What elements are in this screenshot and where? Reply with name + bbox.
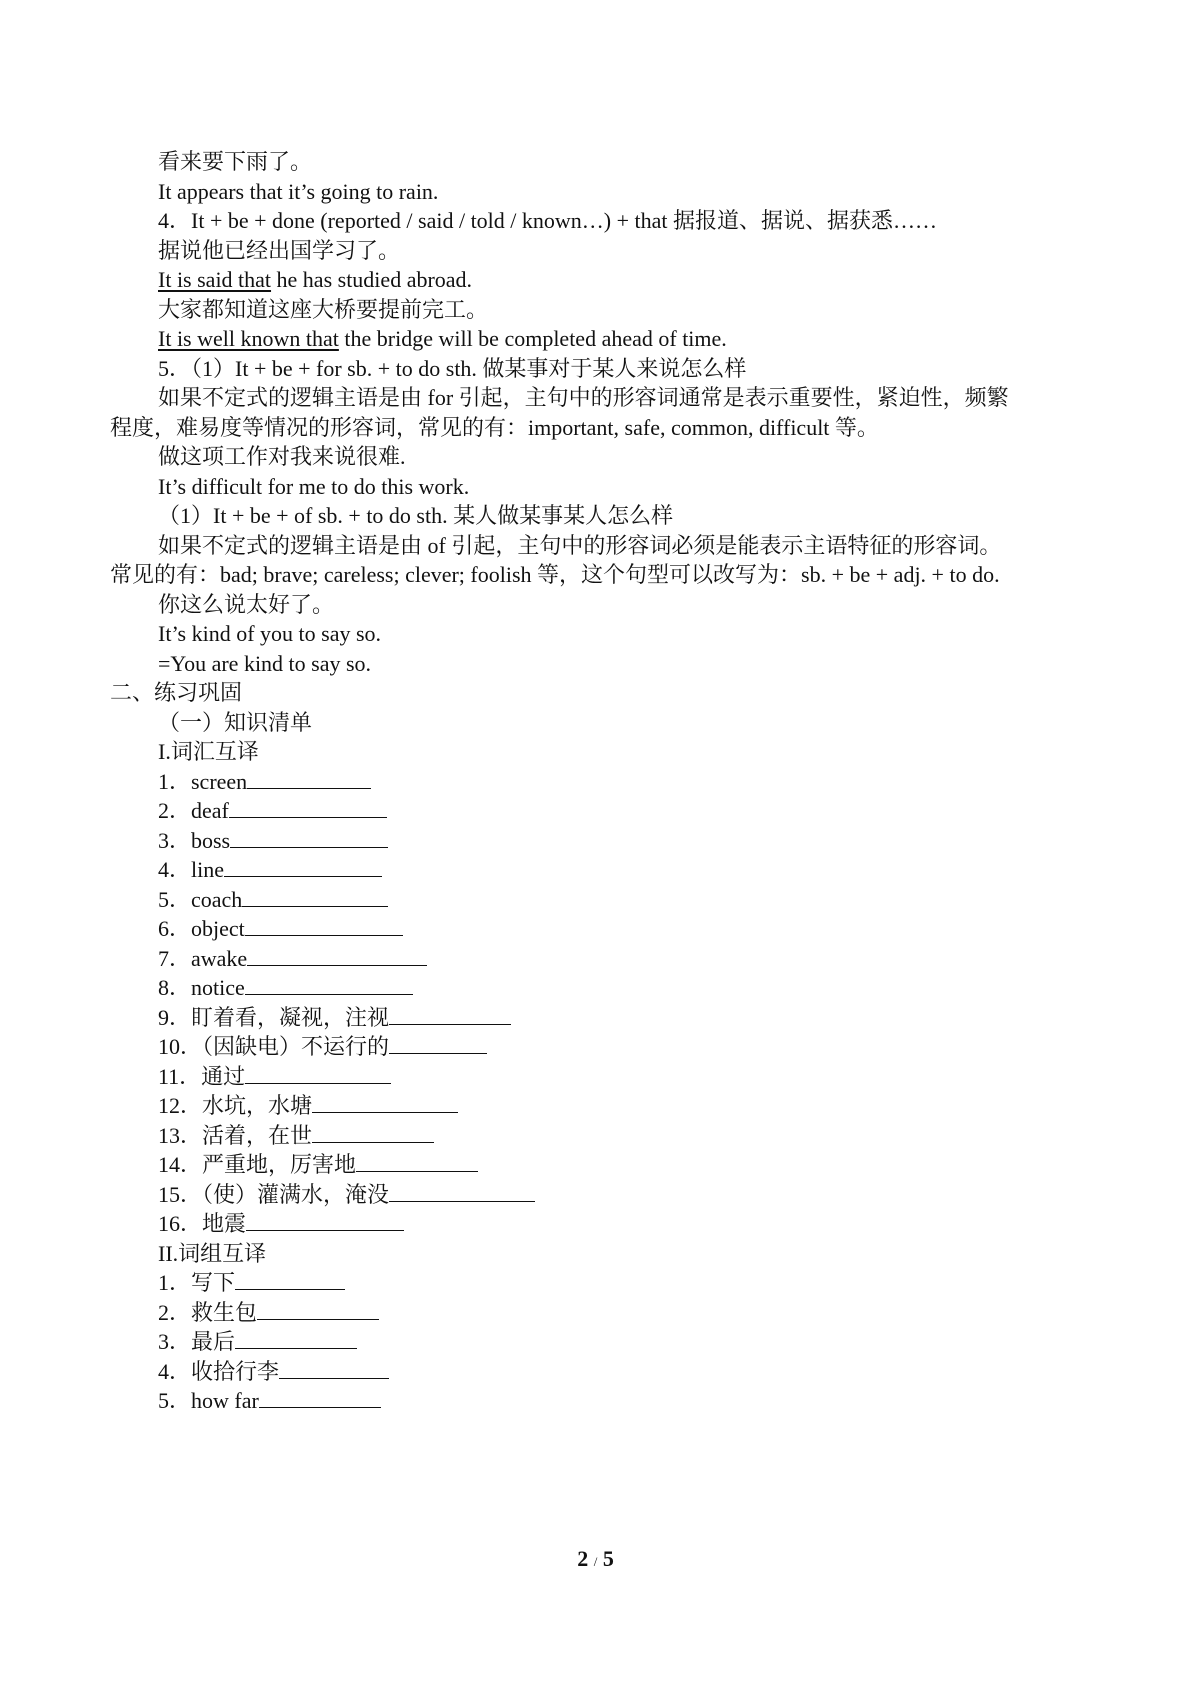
vocab-prompt: 10．（因缺电）不运行的 [158,1034,390,1059]
answer-blank[interactable] [245,1063,391,1084]
answer-blank[interactable] [389,1033,487,1054]
vocab-prompt: 11．通过 [158,1064,246,1089]
answer-blank[interactable] [247,945,427,966]
rule-4-heading: 4．It + be + done (reported / said / told / known…) + that 据报道、据说、据获悉…… [158,208,938,233]
answer-blank[interactable] [356,1151,478,1172]
phrase-part-title: II.词组互译 [158,1241,267,1266]
rule-5-2-heading: （1）It + be + of sb. + to do sth. 某人做某事某人怎么样 [158,503,674,528]
example-english-bridge [158,325,727,353]
example-english-abroad [158,266,472,294]
answer-blank[interactable] [312,1092,458,1113]
vocab-item [158,945,427,973]
rule-5-1-explanation: 如果不定式的逻辑主语是由 for 引起，主句中的形容词通常是表示重要性，紧迫性，频繁 [158,385,1009,410]
vocab-prompt: 12．水坑，水塘 [158,1093,313,1118]
phrase-prompt: 4．收拾行李 [158,1359,280,1384]
phrase-item [158,1299,379,1327]
vocab-prompt: 3．boss [158,828,231,853]
phrase-item [158,1269,345,1297]
answer-blank[interactable] [389,1004,511,1025]
phrase-item [158,1387,381,1415]
phrase-prompt: 3．最后 [158,1329,236,1354]
answer-blank[interactable] [230,827,388,848]
answer-blank[interactable] [312,1122,434,1143]
vocab-prompt: 4．line [158,857,224,882]
rule-5-1-explanation-cont: 程度，难易度等情况的形容词，常见的有：important, safe, common, difficult 等。 [110,415,879,440]
answer-blank[interactable] [246,1210,404,1231]
vocab-prompt: 6．object [158,916,245,941]
sentence-rest: the bridge will be completed ahead of time. [338,326,727,351]
example-english-rain: It appears that it’s going to rain. [158,179,439,204]
vocab-prompt: 14．严重地，厉害地 [158,1152,357,1177]
vocab-item [158,915,403,943]
vocab-item [158,856,382,884]
phrase-prompt: 1．写下 [158,1270,236,1295]
underlined-phrase: It is said that [158,267,272,292]
example-chinese-abroad: 据说他已经出国学习了。 [158,238,401,263]
vocab-item [158,1181,535,1209]
page-separator: / [593,1554,598,1569]
page-number [0,1546,1191,1572]
vocab-item [158,1004,511,1032]
vocab-prompt: 5．coach [158,887,243,912]
vocab-item [158,886,388,914]
vocab-prompt: 15．（使）灌满水，淹没 [158,1182,390,1207]
section-heading: 二、练习巩固 [110,680,243,705]
answer-blank[interactable] [235,1269,345,1290]
answer-blank[interactable] [259,1387,381,1408]
phrase-item [158,1328,357,1356]
example-chinese-kind: 你这么说太好了。 [158,592,335,617]
vocab-prompt: 8．notice [158,975,245,1000]
phrase-item [158,1358,389,1386]
vocab-prompt: 1．screen [158,769,248,794]
vocab-prompt: 7．awake [158,946,248,971]
example-chinese-bridge: 大家都知道这座大桥要提前完工。 [158,297,489,322]
vocab-item [158,1151,478,1179]
phrase-prompt: 5．how far [158,1388,259,1413]
answer-blank[interactable] [229,797,387,818]
vocab-item [158,1122,434,1150]
subsection-heading: （一）知识清单 [158,710,313,735]
vocab-item [158,827,388,855]
example-english-kind: It’s kind of you to say so. [158,621,382,646]
vocab-item [158,1033,487,1061]
rule-5-1-heading: 5．（1）It + be + for sb. + to do sth. 做某事对于某人来说怎么样 [158,356,747,381]
underlined-phrase: It is well known that [158,326,339,351]
example-english-kind-rewrite: =You are kind to say so. [158,651,372,676]
total-pages: 5 [602,1546,614,1571]
current-page: 2 [577,1546,589,1571]
vocab-prompt: 16．地震 [158,1211,247,1236]
answer-blank[interactable] [247,768,371,789]
vocab-prompt: 13．活着，在世 [158,1123,313,1148]
vocab-item [158,1092,458,1120]
vocab-prompt: 9．盯着看，凝视，注视 [158,1005,390,1030]
sentence-rest: he has studied abroad. [271,267,473,292]
vocab-item [158,1210,404,1238]
rule-5-2-explanation: 如果不定式的逻辑主语是由 of 引起，主句中的形容词必须是能表示主语特征的形容词。 [158,533,1002,558]
answer-blank[interactable] [245,974,413,995]
vocab-part-title: I.词汇互译 [158,739,259,764]
answer-blank[interactable] [389,1181,535,1202]
answer-blank[interactable] [257,1299,379,1320]
rule-5-2-explanation-cont: 常见的有：bad; brave; careless; clever; foolish 等，这个句型可以改写为：sb. + be + adj. + to do. [110,562,1000,587]
answer-blank[interactable] [224,856,382,877]
vocab-item [158,1063,391,1091]
example-chinese-rain: 看来要下雨了。 [158,149,313,174]
answer-blank[interactable] [235,1328,357,1349]
vocab-prompt: 2．deaf [158,798,229,823]
example-english-work: It’s difficult for me to do this work. [158,474,470,499]
answer-blank[interactable] [279,1358,389,1379]
vocab-item [158,974,413,1002]
answer-blank[interactable] [245,915,403,936]
vocab-item [158,797,387,825]
phrase-prompt: 2．救生包 [158,1300,258,1325]
example-chinese-work: 做这项工作对我来说很难. [158,444,406,469]
vocab-item [158,768,371,796]
answer-blank[interactable] [242,886,388,907]
